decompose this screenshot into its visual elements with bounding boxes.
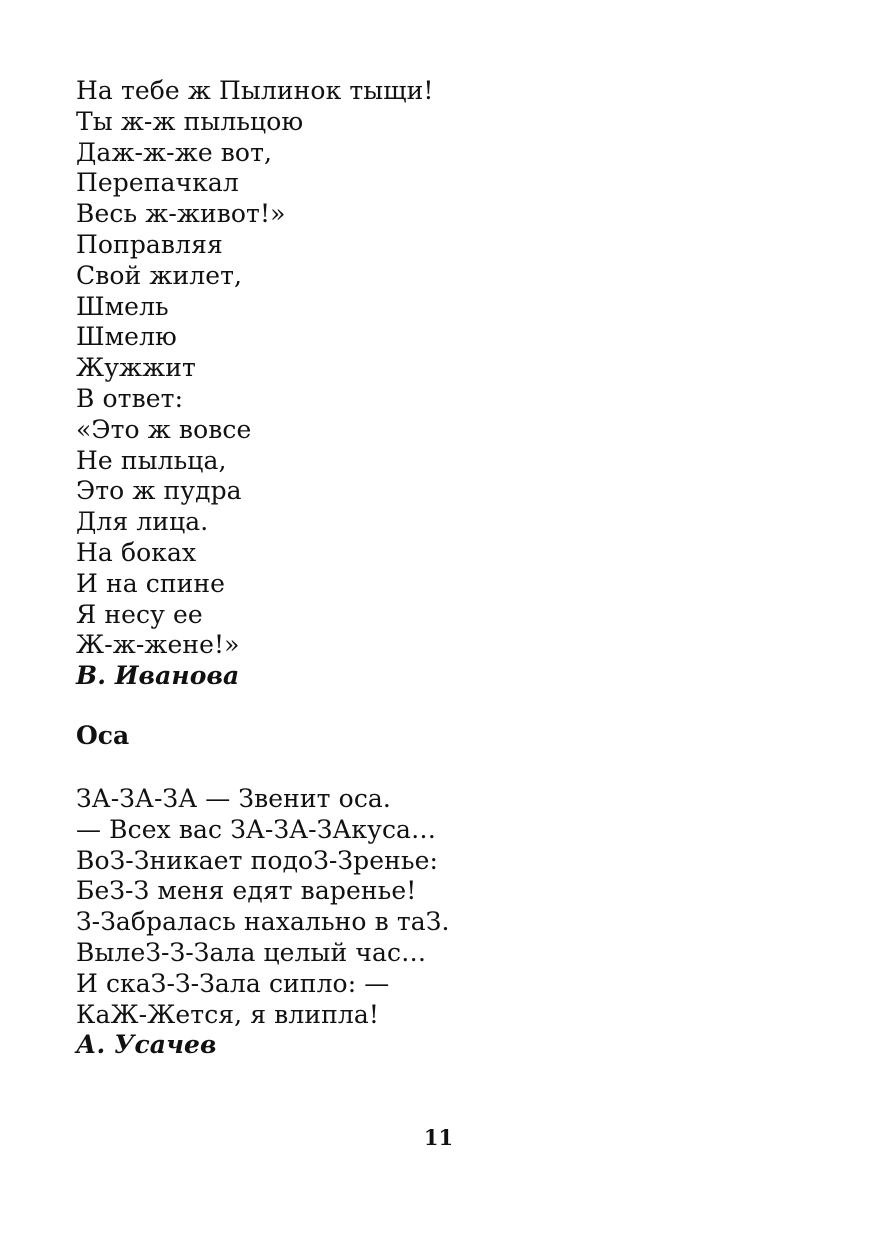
poem-line: Весь ж-живот!» bbox=[76, 199, 286, 229]
poem-line: И на спине bbox=[76, 568, 226, 598]
poem-line: Свой жилет, bbox=[76, 260, 243, 290]
poem-line: Это ж пудра bbox=[76, 476, 242, 506]
page-number: 11 bbox=[423, 1125, 454, 1150]
poem-line: Ты ж-ж пыльцою bbox=[76, 106, 304, 136]
poem-line: ЗА-ЗА-ЗА — Звенит оса. bbox=[76, 784, 391, 813]
poem-line: Жужжит bbox=[76, 353, 196, 383]
poem-line: ВоЗ-Зникает подоЗ-Зренье: bbox=[76, 845, 438, 875]
poem-author: А. Усачев bbox=[76, 1030, 217, 1060]
poem-line: И скаЗ-З-Зала сипло: — bbox=[76, 968, 390, 998]
poem-author: В. Иванова bbox=[76, 661, 240, 691]
poem-shmel-continuation bbox=[76, 76, 434, 692]
poem-line: На боках bbox=[76, 537, 197, 567]
poem-line: БеЗ-З меня едят варенье! bbox=[76, 876, 417, 906]
poem-line: В ответ: bbox=[76, 383, 184, 413]
poem-title: Оса bbox=[76, 721, 130, 750]
poem-line: Ж-ж-жене!» bbox=[76, 630, 240, 660]
poem-line: КаЖ-Жется, я влипла! bbox=[76, 999, 380, 1029]
poem-line: Не пыльца, bbox=[76, 445, 227, 475]
poem-line: На тебе ж Пылинок тыщи! bbox=[76, 76, 434, 105]
poem-line: Поправляя bbox=[76, 229, 223, 259]
poem-line: Для лица. bbox=[76, 507, 209, 537]
poem-line: ВылеЗ-З-Зала целый час… bbox=[76, 937, 427, 967]
poem-line: З-Забралась нахально в таЗ. bbox=[76, 907, 450, 937]
poem-line: Я несу ее bbox=[76, 599, 203, 629]
poem-osa bbox=[76, 784, 450, 1061]
poem-line: — Всех вас ЗА-ЗА-ЗАкуса… bbox=[76, 814, 437, 844]
poem-line: Шмелю bbox=[76, 322, 177, 352]
poem-line: Шмель bbox=[76, 291, 169, 321]
poem-line: «Это ж вовсе bbox=[76, 414, 252, 444]
poem-line: Перепачкал bbox=[76, 168, 239, 198]
poem-line: Даж-ж-же вот, bbox=[76, 137, 273, 167]
